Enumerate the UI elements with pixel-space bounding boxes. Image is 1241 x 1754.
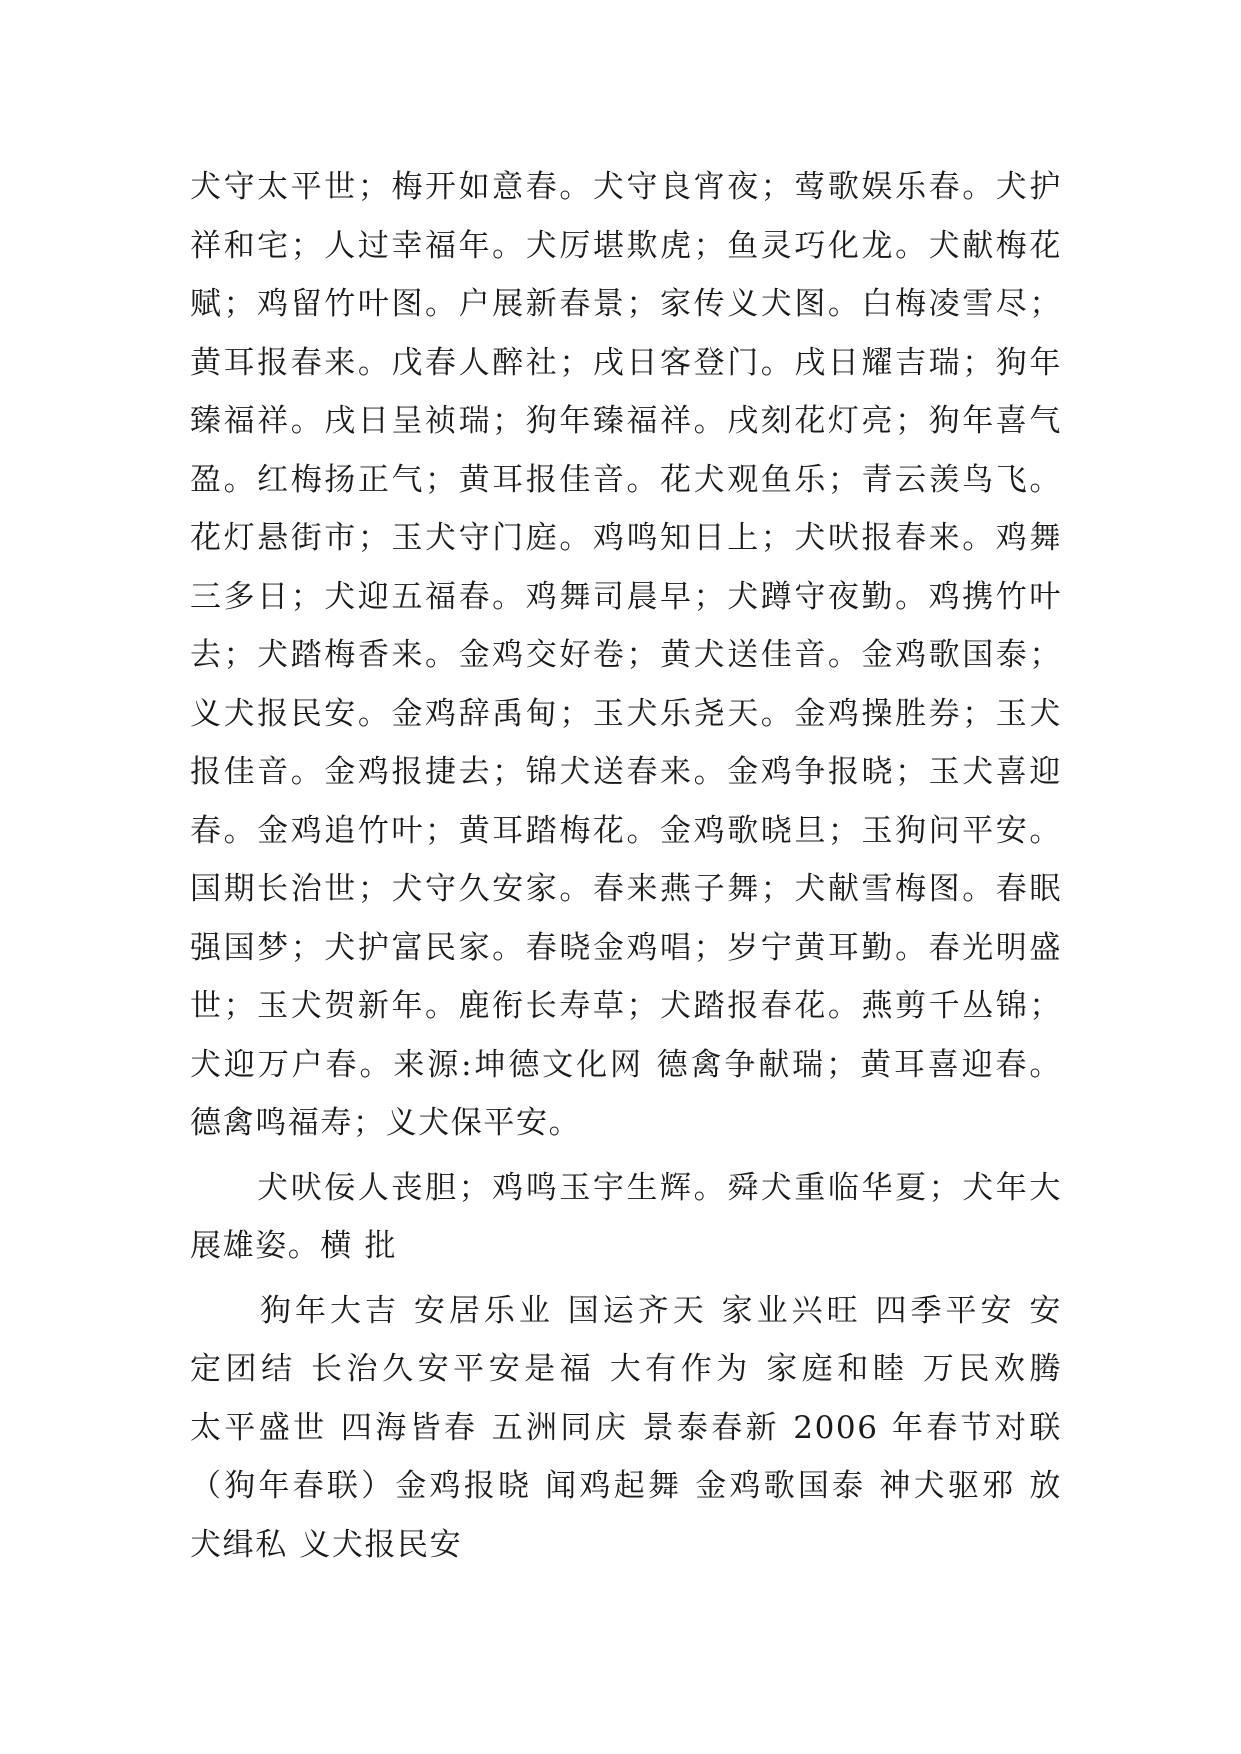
text-line: 盈。红梅扬正气；黄耳报佳音。花犬观鱼乐；青云羡鸟飞。 — [190, 461, 1062, 498]
text-line: 狗年大吉 安居乐业 国运齐天 家业兴旺 四季平安 安 — [190, 1292, 1062, 1329]
text-line: 定团结 长治久安平安是福 大有作为 家庭和睦 万民欢腾 — [190, 1351, 1062, 1387]
text-line: 犬吠佞人丧胆；鸡鸣玉宇生辉。舜犬重临华夏；犬年大 — [190, 1169, 1062, 1206]
text-line: 犬守太平世；梅开如意春。犬守良宵夜；莺歌娱乐春。犬护 — [190, 169, 1062, 205]
text-line: 花灯悬街市；玉犬守门庭。鸡鸣知日上；犬吠报春来。鸡舞 — [190, 520, 1062, 556]
text-line: 黄耳报春来。戊春人醉社；戌日客登门。戌日耀吉瑞；狗年 — [190, 344, 1062, 381]
text-line: 国期长治世；犬守久安家。春来燕子舞；犬献雪梅图。春眠 — [190, 871, 1062, 907]
text-line: 报佳音。金鸡报捷去；锦犬送春来。金鸡争报晓；玉犬喜迎 — [190, 754, 1062, 790]
text-line: 世；玉犬贺新年。鹿衔长寿草；犬踏报春花。燕剪千丛锦； — [190, 988, 1062, 1024]
text-line: 去；犬踏梅香来。金鸡交好卷；黄犬送佳音。金鸡歌国泰； — [190, 637, 1062, 673]
text-line: 春。金鸡追竹叶；黄耳踏梅花。金鸡歌晓旦；玉狗问平安。 — [190, 812, 1062, 849]
text-line: 太平盛世 四海皆春 五洲同庆 景泰春新 2006 年春节对联 — [190, 1409, 1062, 1446]
text-line: 犬缉私 义犬报民安 — [190, 1526, 463, 1563]
text-line: 赋；鸡留竹叶图。户展新春景；家传义犬图。白梅凌雪尽； — [190, 286, 1062, 322]
document-body — [190, 158, 1062, 1574]
text-line: 臻福祥。戌日呈祯瑞；狗年臻福祥。戌刻花灯亮；狗年喜气 — [190, 403, 1062, 439]
text-line: （狗年春联）金鸡报晓 闻鸡起舞 金鸡歌国泰 神犬驱邪 放 — [190, 1468, 1062, 1504]
paragraph-couplets — [190, 158, 1062, 1153]
text-line: 祥和宅；人过幸福年。犬厉堪欺虎；鱼灵巧化龙。犬献梅花 — [190, 227, 1062, 264]
text-line: 三多日；犬迎五福春。鸡舞司晨早；犬蹲守夜勤。鸡携竹叶 — [190, 578, 1062, 615]
text-line: 展雄姿。横 批 — [190, 1228, 398, 1264]
text-line: 德禽鸣福寿；义犬保平安。 — [190, 1105, 582, 1141]
paragraph-horizontal-scrolls — [190, 1282, 1062, 1575]
text-line: 强国梦；犬护富民家。春晓金鸡唱；岁宁黄耳勤。春光明盛 — [190, 929, 1062, 966]
paragraph-couplets-2 — [190, 1159, 1062, 1276]
text-line: 犬迎万户春。来源:坤德文化网 德禽争献瑞；黄耳喜迎春。 — [190, 1046, 1062, 1083]
text-line: 义犬报民安。金鸡辞禹甸；玉犬乐尧天。金鸡操胜券；玉犬 — [190, 695, 1062, 732]
